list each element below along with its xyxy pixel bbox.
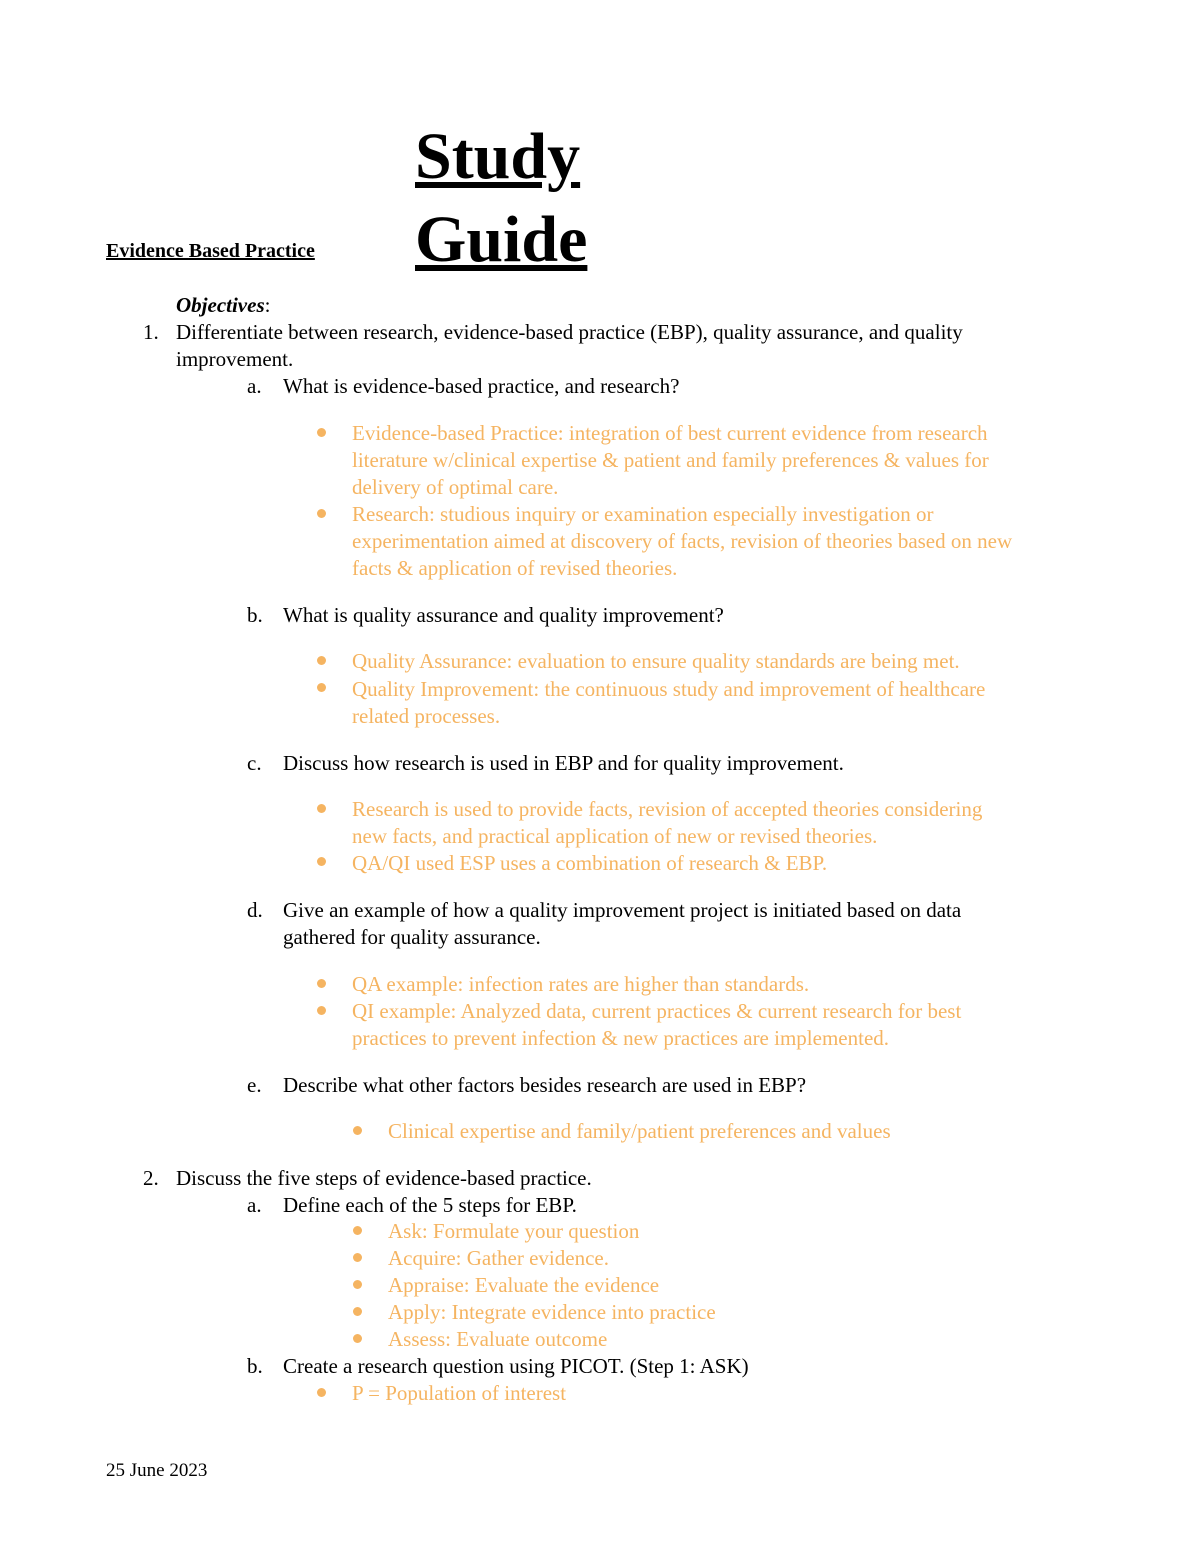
title-line-2: Guide xyxy=(415,203,588,276)
objectives-colon: : xyxy=(264,293,271,317)
answer-research-line-1: Research: studious inquiry or examination especially investigation or xyxy=(352,502,934,526)
sub-b-question: What is quality assurance and quality improvement? xyxy=(283,603,724,627)
sub-e-letter: e. xyxy=(247,1073,262,1097)
answer-qa: Quality Assurance: evaluation to ensure quality standards are being met. xyxy=(352,649,960,673)
footer-date: 25 June 2023 xyxy=(106,1460,208,1481)
objectives-label xyxy=(176,293,270,318)
bullet-icon xyxy=(353,1253,362,1262)
sub-d-question-line-2: gathered for quality assurance. xyxy=(283,925,541,949)
bullet-icon xyxy=(317,509,326,518)
answer-ebp-line-3: delivery of optimal care. xyxy=(352,475,559,499)
bullet-icon xyxy=(353,1280,362,1289)
answer-ebp-line-1: Evidence-based Practice: integration of best current evidence from research xyxy=(352,421,988,445)
question-2-text: Discuss the five steps of evidence-based practice. xyxy=(176,1166,592,1190)
step-ask: Ask: Formulate your question xyxy=(388,1219,640,1243)
answer-research-use-line-1: Research is used to provide facts, revision of accepted theories considering xyxy=(352,797,983,821)
sub-a-letter: a. xyxy=(247,374,262,398)
answer-research-line-3: facts & application of revised theories. xyxy=(352,556,678,580)
answer-other-factors: Clinical expertise and family/patient preferences and values xyxy=(388,1119,891,1143)
bullet-icon xyxy=(353,1226,362,1235)
bullet-icon xyxy=(353,1126,362,1135)
answer-qi-line-2: related processes. xyxy=(352,704,501,728)
bullet-icon xyxy=(317,979,326,988)
bullet-icon xyxy=(317,428,326,437)
question-1-text-line-1: Differentiate between research, evidence-based practice (EBP), quality assurance, and quality xyxy=(176,320,963,344)
answer-research-use-line-2: new facts, and practical application of new or revised theories. xyxy=(352,824,878,848)
bullet-icon xyxy=(317,857,326,866)
answer-qi-example-line-2: practices to prevent infection & new practices are implemented. xyxy=(352,1026,890,1050)
bullet-icon xyxy=(353,1334,362,1343)
bullet-icon xyxy=(317,683,326,692)
sub-d-question-line-1: Give an example of how a quality improvement project is initiated based on data xyxy=(283,898,962,922)
objectives-label-text: Objectives xyxy=(176,293,265,317)
answer-qa-example: QA example: infection rates are higher than standards. xyxy=(352,972,810,996)
sub-c-question: Discuss how research is used in EBP and for quality improvement. xyxy=(283,751,844,775)
answer-ebp-line-2: literature w/clinical expertise & patient and family preferences & values for xyxy=(352,448,989,472)
sub-b-letter: b. xyxy=(247,603,263,627)
sub-d-letter: d. xyxy=(247,898,263,922)
bullet-icon xyxy=(317,1006,326,1015)
bullet-icon xyxy=(317,656,326,665)
picot-population: P = Population of interest xyxy=(352,1381,567,1405)
answer-qi-line-1: Quality Improvement: the continuous study and improvement of healthcare xyxy=(352,677,986,701)
sub-c-letter: c. xyxy=(247,751,262,775)
title-line-1: Study xyxy=(415,120,581,193)
answer-research-line-2: experimentation aimed at discovery of facts, revision of theories based on new xyxy=(352,529,1013,553)
bullet-icon xyxy=(317,1388,326,1397)
answer-qaqi: QA/QI used ESP uses a combination of research & EBP. xyxy=(352,851,828,875)
sub-2a-question: Define each of the 5 steps for EBP. xyxy=(283,1193,577,1217)
bullet-icon xyxy=(317,804,326,813)
step-acquire: Acquire: Gather evidence. xyxy=(388,1246,609,1270)
answer-qi-example-line-1: QI example: Analyzed data, current practices & current research for best xyxy=(352,999,962,1023)
section-heading: Evidence Based Practice xyxy=(106,240,315,262)
step-assess: Assess: Evaluate outcome xyxy=(388,1327,608,1351)
step-appraise: Appraise: Evaluate the evidence xyxy=(388,1273,660,1297)
question-2-number: 2. xyxy=(143,1166,159,1190)
sub-2b-letter: b. xyxy=(247,1354,263,1378)
step-apply: Apply: Integrate evidence into practice xyxy=(388,1300,716,1324)
sub-2a-letter: a. xyxy=(247,1193,262,1217)
question-1-number: 1. xyxy=(143,320,159,344)
sub-2b-question: Create a research question using PICOT. (Step 1: ASK) xyxy=(283,1354,749,1378)
sub-a-question: What is evidence-based practice, and research? xyxy=(283,374,680,398)
bullet-icon xyxy=(353,1307,362,1316)
question-1-text-line-2: improvement. xyxy=(176,347,294,371)
sub-e-question: Describe what other factors besides research are used in EBP? xyxy=(283,1073,807,1097)
